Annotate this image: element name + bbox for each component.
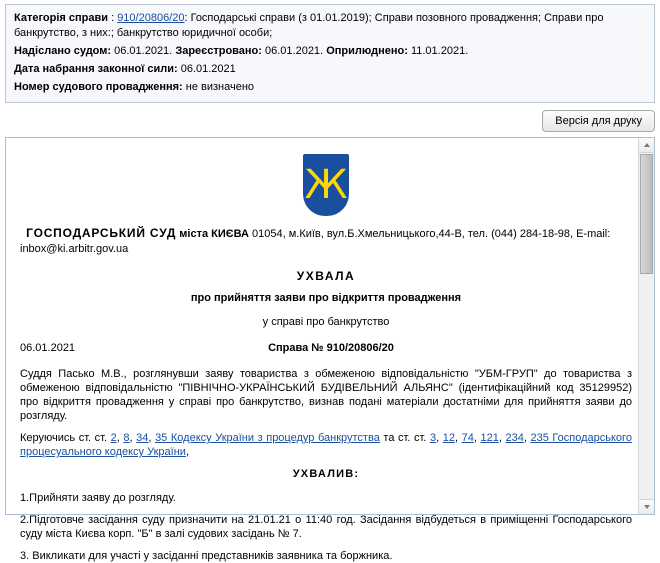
metadata-effective-label: Дата набрання законної сили: <box>14 63 178 75</box>
law-link-2[interactable]: 8 <box>123 432 130 444</box>
metadata-category-text: : Господарські справи (з 01.01.2019); Справи позовного провадження; Справи про банкрутство, з них:; банкрутство юридичної особи; <box>14 12 604 39</box>
metadata-proceeding-number-row <box>14 80 646 95</box>
document-body-paragraph: Суддя Пасько М.В., розглянувши заяву товариства з обмеженою відповідальністю "УБМ-ГРУП" до товариства з обмеженою відповідальністю "ПІВНІЧНО-УКРАЇНСЬКИЙ БУДІВЕЛЬНИЙ АЛЬЯНС" (ідентифікаційний код 35129952) про відкриття провадження у справі про банкрутство, визнав подані матеріали достатніми для прийняття заяви до розгляду. <box>20 368 632 422</box>
case-number-link[interactable]: 910/20806/20 <box>117 12 185 24</box>
chevron-up-icon <box>644 143 650 147</box>
scroll-down-button[interactable] <box>639 499 654 514</box>
court-name: ГОСПОДАРСЬКИЙ СУД <box>26 226 177 240</box>
ruling-item-1: 1.Прийняти заяву до розгляду. <box>20 492 176 504</box>
law-link-5[interactable]: 3 <box>429 432 437 444</box>
law-link-8[interactable]: 121 <box>480 432 499 444</box>
court-city: міста КИЄВА <box>179 228 249 240</box>
law-link-3[interactable]: 34 <box>136 432 149 444</box>
document-viewport <box>5 137 655 562</box>
case-line <box>20 341 632 355</box>
document-title: УХВАЛА <box>296 269 356 283</box>
legal-basis-paragraph: Керуючись ст. ст. 2, 8, 34, 35 Кодексу України з процедур банкрутства та ст. ст. 3, 12, 74, 121, 234, 235 Господарського процесуального кодексу України, <box>20 432 632 458</box>
ruling-item-2: 2.Підготовче засідання суду призначити на 21.01.21 о 11:40 год. Засідання відбудеться в приміщенні Господарського суду міста Києва корп. "Б" в залі судових засідань № 7. <box>20 514 632 540</box>
law-link-6[interactable]: 12 <box>442 432 455 444</box>
document-date: 06.01.2021 <box>20 342 76 354</box>
document-content <box>6 138 654 562</box>
law-link-10[interactable]: 235 Господарського процесуального кодексу України <box>20 432 632 458</box>
metadata-published-label: Оприлюднено: <box>326 45 408 57</box>
ruling-heading: УХВАЛИВ: <box>292 468 360 480</box>
court-decision-page <box>0 4 660 562</box>
metadata-published-value: 11.01.2021. <box>410 45 469 57</box>
metadata-registered-value: 06.01.2021. <box>265 45 324 57</box>
law-link-1[interactable]: 2 <box>110 432 117 444</box>
chevron-down-icon <box>644 505 650 509</box>
metadata-dates-row <box>14 44 646 59</box>
scrollbar-thumb[interactable] <box>640 154 653 274</box>
court-header <box>20 226 632 257</box>
case-label: Справа № <box>268 342 324 354</box>
case-identifier <box>110 341 632 355</box>
law-middle: та ст. ст. <box>383 432 427 444</box>
law-prefix: Керуючись ст. ст. <box>20 432 108 444</box>
metadata-proceeding-value: не визначено <box>185 81 255 93</box>
metadata-category-colon: : <box>111 12 118 24</box>
court-address: 01054, м.Київ, вул.Б.Хмельницького,44-В, тел. (044) 284-18-98, E-mail: inbox@ki.arbitr.gov.ua <box>20 228 611 255</box>
metadata-sent-value: 06.01.2021. <box>114 45 173 57</box>
case-number: 910/20806/20 <box>326 342 394 354</box>
metadata-effective-value: 06.01.2021 <box>180 63 236 75</box>
document-scrollbar[interactable] <box>638 138 654 514</box>
metadata-proceeding-label: Номер судового провадження: <box>14 81 183 93</box>
metadata-registered-label: Зареєстровано: <box>175 45 262 57</box>
scroll-up-button[interactable] <box>639 138 654 153</box>
ukraine-trident-emblem-icon <box>303 154 349 216</box>
document-subtitle: про прийняття заяви про відкриття провадження <box>190 292 462 304</box>
law-link-9[interactable]: 234 <box>505 432 524 444</box>
law-suffix: , <box>185 446 189 458</box>
metadata-category-row <box>14 11 646 41</box>
metadata-sent-label: Надіслано судом: <box>14 45 112 57</box>
toolbar <box>5 110 655 132</box>
trident-glyph: Ж <box>304 162 348 208</box>
ruling-item-3: 3. Викликати для участі у засіданні представників заявника та боржника. <box>20 550 393 562</box>
metadata-effective-date-row <box>14 62 646 77</box>
print-version-button[interactable]: Версія для друку <box>542 110 655 132</box>
law-link-7[interactable]: 74 <box>461 432 474 444</box>
case-metadata-panel <box>5 4 655 103</box>
law-link-4[interactable]: 35 Кодексу України з процедур банкрутства <box>155 432 380 444</box>
document-subtitle-2: у справі про банкрутство <box>262 316 390 328</box>
metadata-category-label: Категорія справи <box>14 12 108 24</box>
emblem-container <box>20 154 632 216</box>
